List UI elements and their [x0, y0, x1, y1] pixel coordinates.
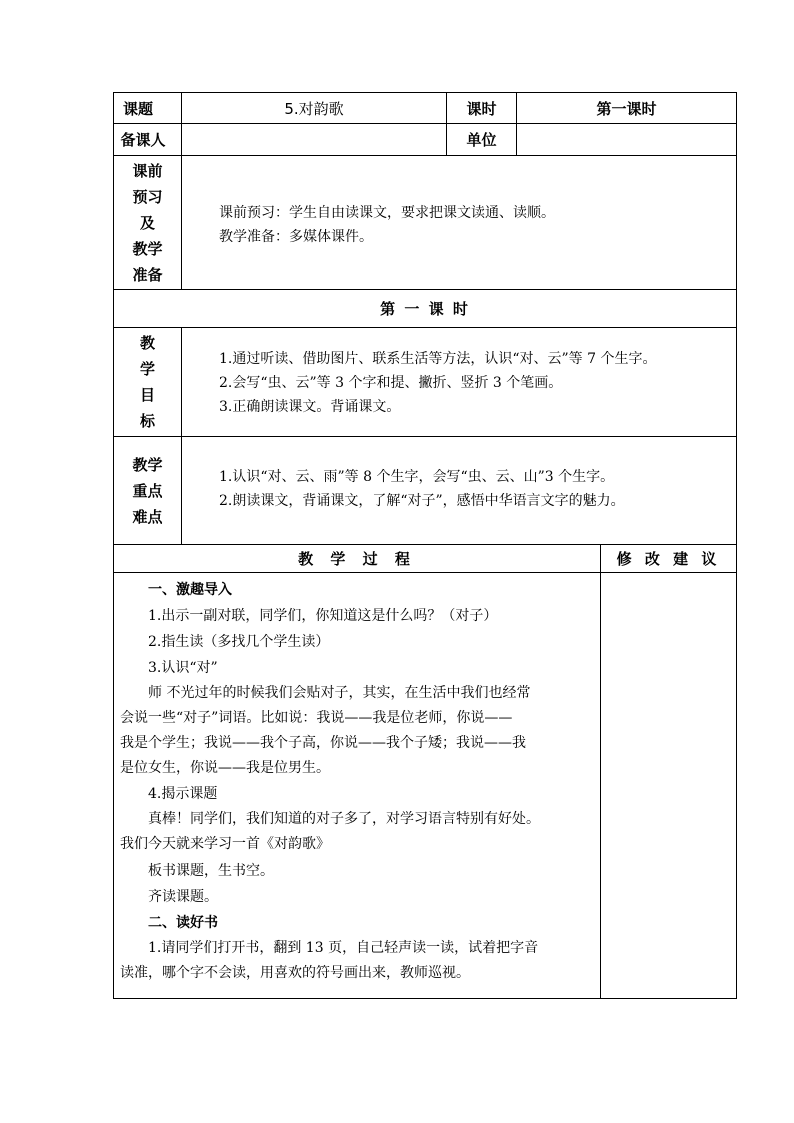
- preview-line: 教学准备：多媒体课件。: [219, 229, 373, 245]
- preview-label-line: 预习: [132, 187, 163, 206]
- revision-header: 修 改 建 议: [616, 550, 721, 568]
- process-line: 会说一些“对子”词语。比如说：我说——我是位老师，你说——: [120, 710, 513, 726]
- goals-content: [219, 347, 656, 419]
- goals-label-line: 学: [139, 360, 155, 378]
- goals-label-line: 标: [139, 412, 155, 430]
- section-title: 第 一 课 时: [380, 300, 470, 318]
- process-line: 齐读课题。: [148, 889, 218, 905]
- process-line: 板书课题，生书空。: [148, 863, 274, 879]
- preparer-value: [182, 124, 446, 155]
- key-points-label-line: 教学: [132, 455, 163, 474]
- topic-value: 5.对韵歌: [284, 99, 344, 118]
- preview-content: [219, 201, 555, 249]
- goals-line: 3.正确朗读课文。背诵课文。: [219, 399, 401, 415]
- preview-label: [114, 156, 181, 289]
- process-line: 我是个学生；我说——我个子高，你说——我个子矮；我说——我: [120, 735, 526, 751]
- unit-value: [517, 124, 736, 155]
- key-points-label-line: 重点: [132, 481, 163, 500]
- preview-label-line: 课前: [132, 161, 163, 180]
- process-line: 3.认识“对”: [148, 660, 218, 676]
- lesson-plan-table: [113, 92, 737, 999]
- col-divider: [600, 544, 601, 998]
- key-points-line: 1.认识“对、云、雨”等 8 个生字，会写“虫、云、山”3 个生字。: [219, 469, 615, 485]
- process-line: 2.指生读（多找几个学生读）: [148, 634, 330, 650]
- process-line: 1.请同学们打开书，翻到 13 页，自己轻声读一读，试着把字音: [148, 940, 539, 956]
- col-divider: [181, 155, 182, 289]
- period-label: 课时: [466, 99, 497, 118]
- period-value: 第一课时: [596, 99, 657, 118]
- key-points-line: 2.朗读课文，背诵课文，了解“对子”，感悟中华语言文字的魅力。: [219, 493, 625, 509]
- process-line: 一、激趣导入: [148, 582, 232, 598]
- topic-label: 课题: [122, 99, 153, 118]
- process-line: 是位女生，你说——我是位男生。: [120, 760, 330, 776]
- unit-label: 单位: [466, 131, 497, 149]
- key-points-label-line: 难点: [132, 507, 163, 526]
- preparer-label: 备课人: [120, 131, 166, 149]
- goals-label-line: 教: [139, 334, 155, 352]
- row-divider: [114, 436, 736, 437]
- row-divider: [114, 155, 736, 156]
- process-line: 1.出示一副对联，同学们，你知道这是什么吗？（对子）: [148, 608, 498, 624]
- preview-line: 课前预习：学生自由读课文，要求把课文读通、读顺。: [219, 205, 555, 221]
- row-divider: [114, 327, 736, 328]
- preview-label-line: 教学: [132, 239, 163, 258]
- process-line: 我们今天就来学习一首《对韵歌》: [120, 836, 330, 852]
- goals-label-line: 目: [139, 386, 155, 404]
- preview-label-line: 准备: [132, 265, 163, 284]
- preview-label-line: 及: [139, 213, 155, 232]
- goals-label: [114, 328, 181, 436]
- goals-line: 2.会写“虫、云”等 3 个字和提、撇折、竖折 3 个笔画。: [219, 375, 563, 391]
- col-divider: [181, 327, 182, 544]
- process-line: 二、读好书: [148, 915, 218, 931]
- process-line: 真棒！同学们，我们知道的对子多了，对学习语言特别有好处。: [148, 811, 540, 827]
- process-header: 教 学 过 程: [298, 550, 416, 568]
- key-points-label: [114, 437, 181, 544]
- key-points-content: [219, 465, 625, 513]
- process-line: 读准，哪个字不会读，用喜欢的符号画出来，教师巡视。: [120, 965, 470, 981]
- process-line: 4.揭示课题: [148, 786, 218, 802]
- goals-line: 1.通过听读、借助图片、联系生活等方法，认识“对、云”等 7 个生字。: [219, 351, 657, 367]
- process-line: 师 不光过年的时候我们会贴对子，其实，在生活中我们也经常: [148, 685, 531, 701]
- row-divider: [114, 572, 736, 573]
